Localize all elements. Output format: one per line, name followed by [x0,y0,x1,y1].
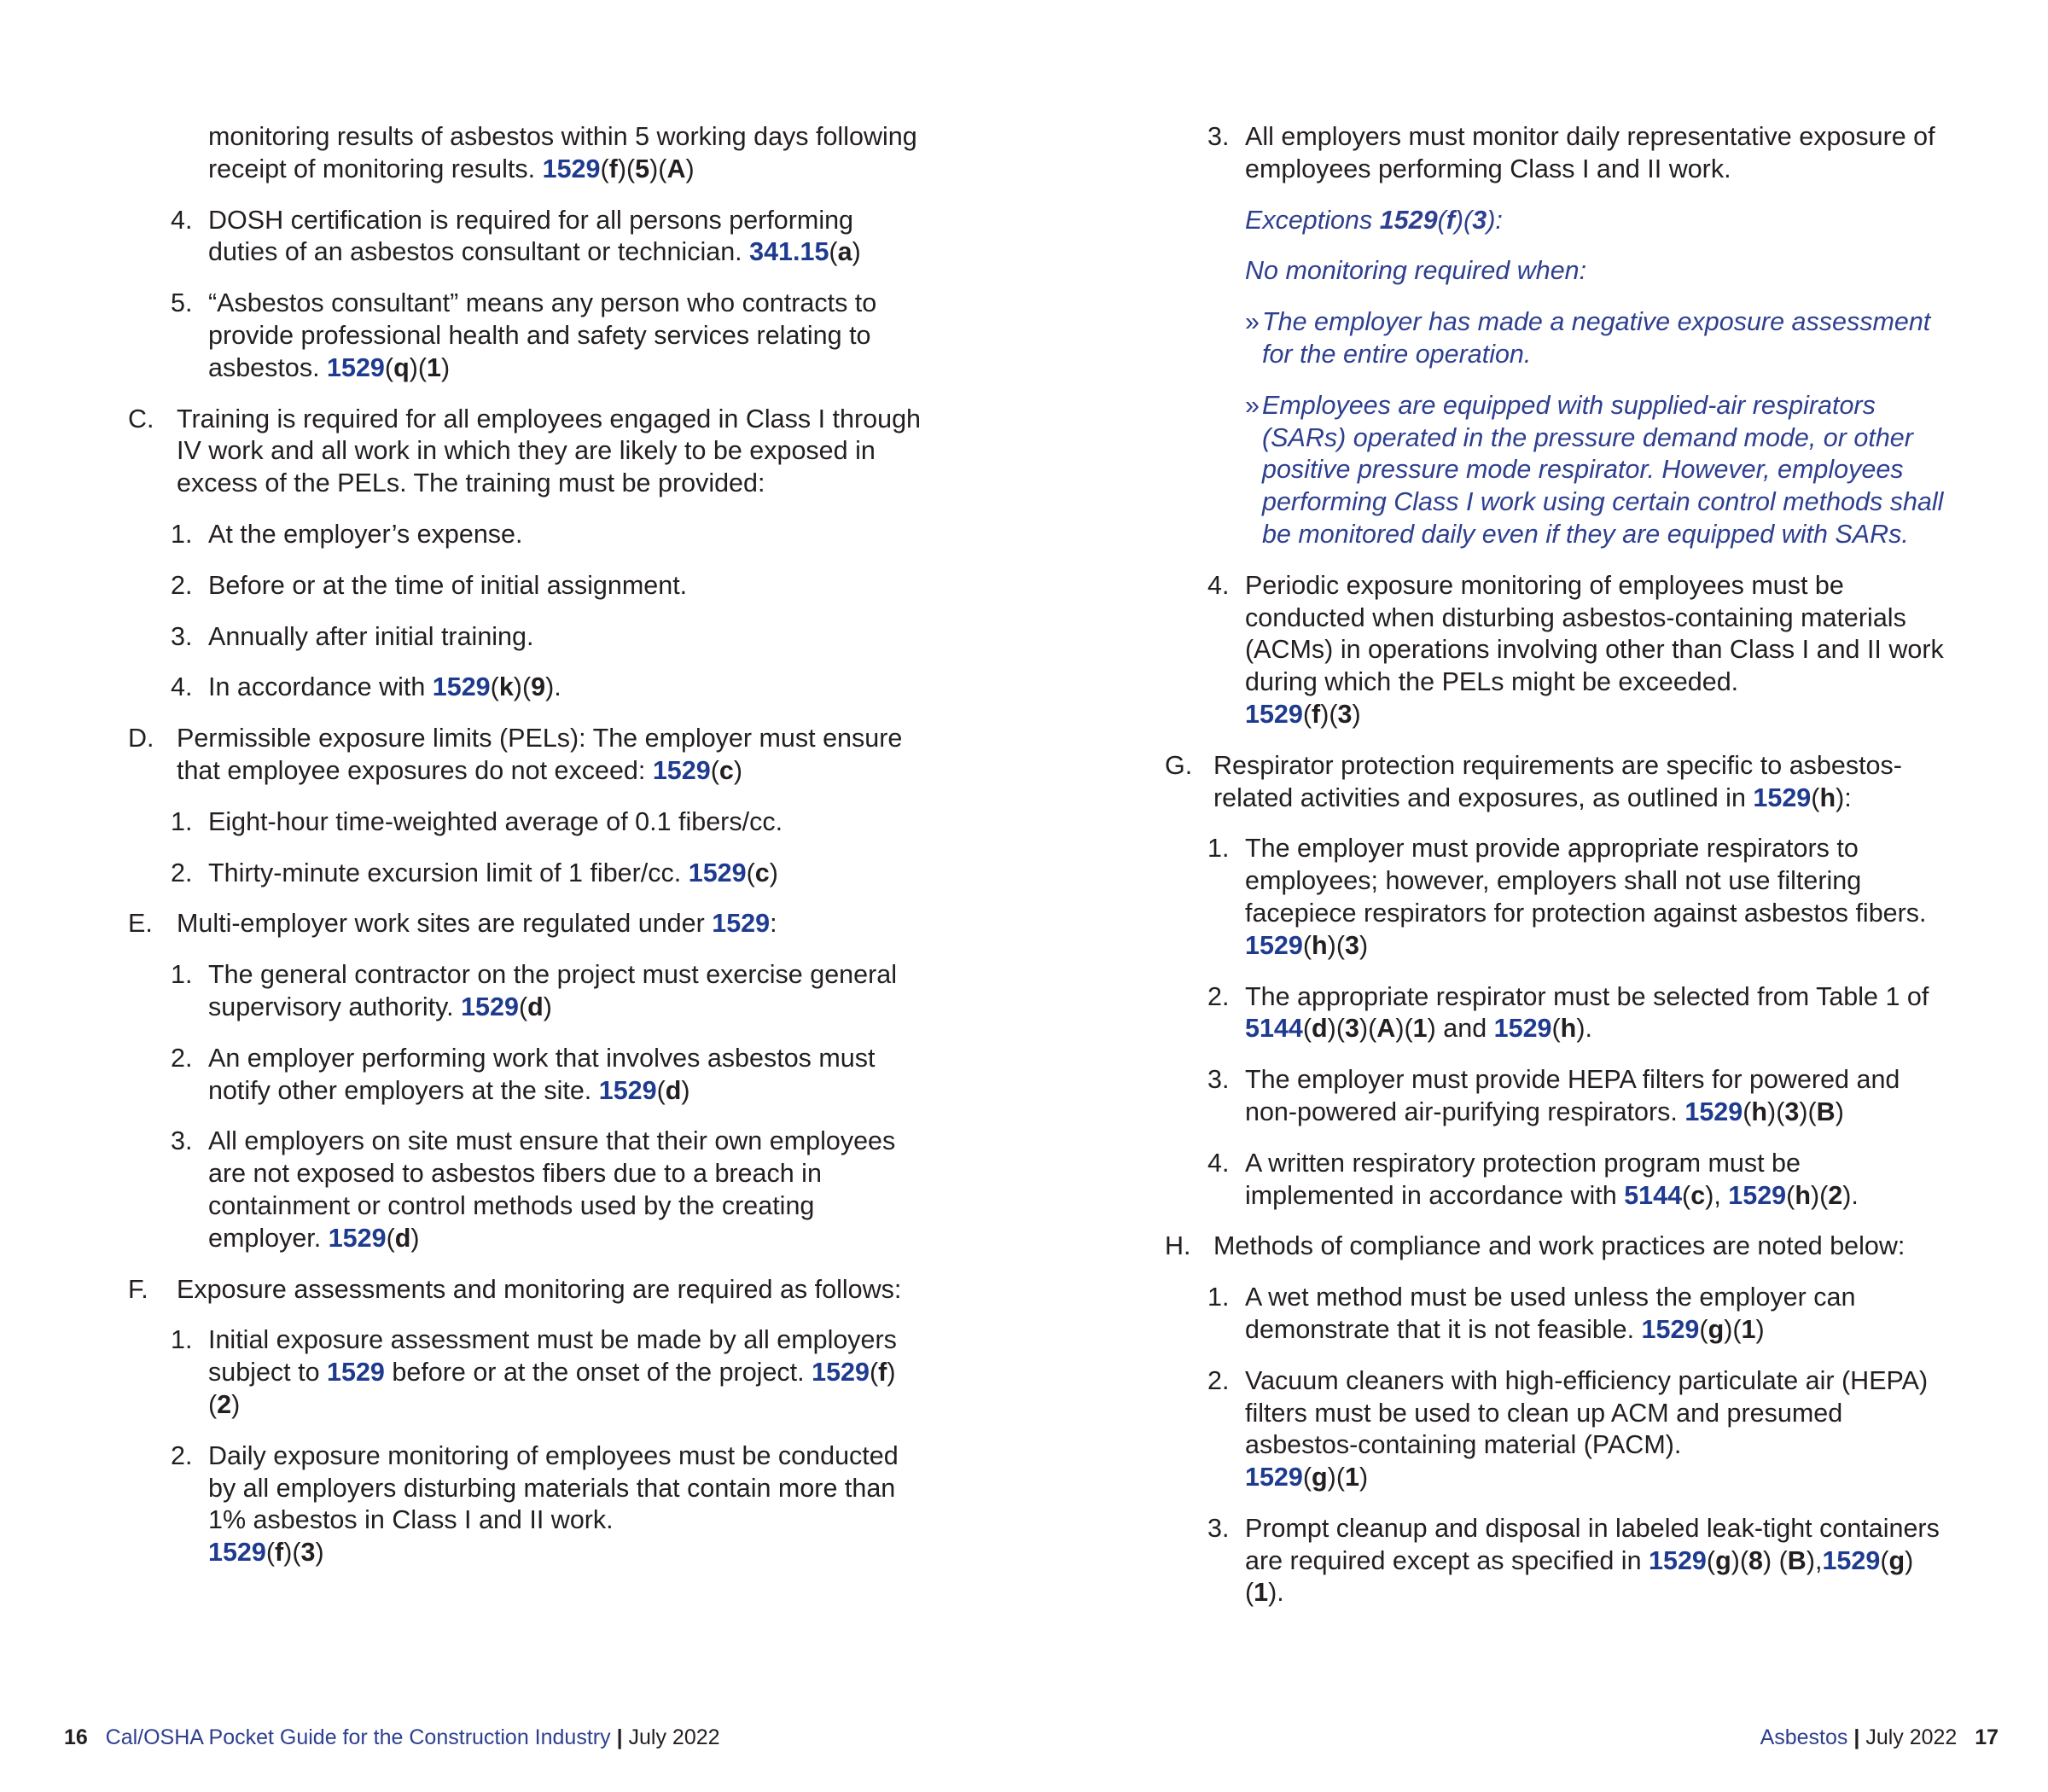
right-page [1024,0,2048,1792]
item-number: 4. [171,205,193,235]
regulation-reference: 1529 [327,352,385,382]
page-number: 16 [64,1725,88,1749]
exceptions-note: Exceptions 1529(f)(3): [1245,205,1503,235]
regulation-reference: 1529 [328,1223,387,1253]
list-item: 4. Periodic exposure monitoring of employees must be conducted when disturbing asbestos-containing materials (ACMs) in operations involving other than Class I and II work during which the PELs might be exceeded. 1529(f)(3) [1207,570,1944,729]
exception-bullet: » The employer has made a negative exposure assessment for the entire operation. [1245,307,1931,369]
regulation-reference: 1529 [1245,699,1303,729]
list-item: 2. Before or at the time of initial assignment. [171,570,688,600]
regulation-reference: 341.15 [749,237,829,267]
list-item: 3. Annually after initial training. [171,621,534,651]
section-letter: D. [128,724,154,753]
list-item: 1. Eight-hour time-weighted average of 0.1 fibers/cc. [171,806,783,836]
exception-bullet: » Employees are equipped with supplied-air respirators (SARs) operated in the pressure demand mode, or other positive pressure mode respirator. However, employees performing Class I work using certain control methods shall be monitored daily even if they are equipped with SARs. [1245,390,1944,549]
section-c: C. Training is required for all employees engaged in Class I through IV work and all work in which they are likely to be exposed in excess of the PELs. The training must be provided: [128,404,922,500]
list-item: 2. An employer performing work that involves asbestos must notify other employers at the site. 1529(d) [171,1043,876,1105]
section-g: G. Respirator protection requirements are specific to asbestos-related activities and exposures, as outlined in 1529(h): [1165,750,1950,815]
page-number: 17 [1975,1725,1999,1749]
left-column [128,121,922,1588]
list-item: 1. At the employer’s expense. [171,519,523,549]
list-item: 1. The employer must provide appropriate respirators to employees; however, employers shall not use filtering facepiece respirators for protection against asbestos fibers. 1529(h)(3) [1207,834,1927,960]
section-letter: H. [1165,1231,1191,1261]
right-column [1165,121,1950,1628]
regulation-reference: 1529 [598,1075,657,1105]
right-footer: Asbestos | July 2022 17 [1760,1725,1999,1749]
continued-paragraph: monitoring results of asbestos within 5 working days following receipt of monitoring results. 1529(f)(5)(A) [208,122,917,183]
section-d: D. Permissible exposure limits (PELs): The employer must ensure that employee exposures do not exceed: 1529(c) [128,723,922,788]
regulation-reference: 1529 [208,1538,266,1568]
list-item: 1. A wet method must be used unless the employer can demonstrate that it is not feasible. 1529(g)(1) [1207,1283,1856,1344]
section-letter: F. [128,1274,148,1304]
regulation-reference: 1529 [688,858,747,887]
list-item: 5. “Asbestos consultant” means any person who contracts to provide professional health and safety services relating to asbestos. 1529(q)(1) [171,288,922,384]
regulation-reference: 1529 [652,755,711,785]
regulation-reference: 1529 [461,992,519,1021]
list-item: 2. Daily exposure monitoring of employees must be conducted by all employers disturbing materials that contain more than 1% asbestos in Class I and II work. 1529(f)(3) [171,1440,899,1568]
left-footer: 16 Cal/OSHA Pocket Guide for the Construction Industry | July 2022 [64,1725,720,1749]
list-item: 2. Vacuum cleaners with high-efficiency particulate air (HEPA) filters must be used to clean up ACM and presumed asbestos-containing material (PACM). 1529(g)(1) [1207,1365,1929,1492]
item-number: 5. [171,288,193,318]
section-h: H. Methods of compliance and work practices are noted below: [1165,1231,1950,1263]
section-letter: G. [1165,750,1193,780]
list-item: 3. All employers must monitor daily representative exposure of employees performing Class I and II work. [1207,122,1935,183]
footer-date: July 2022 [1865,1725,1958,1749]
list-item: 4. In accordance with 1529(k)(9). [171,672,561,702]
list-item: 4. DOSH certification is required for all persons performing duties of an asbestos consultant or technician. 341.15(a) [171,205,922,270]
list-item: 3. Prompt cleanup and disposal in labeled leak-tight containers are required except as specified in 1529(g)(8) (B),1529(g)(1). [1207,1513,1940,1608]
regulation-reference: 1529 [542,154,601,183]
list-item: 3. All employers on site must ensure that their own employees are not exposed to asbestos fibers due to a breach in containment or control methods used by the creating employer. 1529(d) [171,1126,896,1253]
regulation-reference: 1529 [432,672,491,702]
list-item: 1. Initial exposure assessment must be made by all employers subject to 1529 before or at the onset of the project. 1529(f)(2) [171,1325,897,1419]
section-letter: E. [128,909,153,939]
regulation-reference: 1529 [1753,783,1812,812]
section-title: Asbestos [1760,1725,1848,1749]
publication-title: Cal/OSHA Pocket Guide for the Construction Industry [105,1725,611,1749]
list-item: 3. The employer must provide HEPA filters for powered and non-powered air-purifying respirators. 1529(h)(3)(B) [1207,1065,1900,1126]
list-item: 1. The general contractor on the project must exercise general supervisory authority. 1529(d) [171,960,897,1021]
section-letter: C. [128,404,154,433]
list-item: 2. The appropriate respirator must be selected from Table 1 of 5144(d)(3)(A)(1) and 1529(h). [1207,981,1929,1044]
regulation-reference: 1529 [327,1358,385,1388]
list-item: 4. A written respiratory protection program must be implemented in accordance with 5144(c), 1529(h)(2). [1207,1148,1859,1210]
footer-date: July 2022 [628,1725,720,1749]
regulation-reference: 1529 [712,909,771,939]
section-e: E. Multi-employer work sites are regulated under 1529: [128,908,922,940]
no-monitoring-note: No monitoring required when: [1245,256,1587,286]
section-f: F. Exposure assessments and monitoring are required as follows: [128,1274,922,1306]
list-item: 2. Thirty-minute excursion limit of 1 fiber/cc. 1529(c) [171,858,778,887]
